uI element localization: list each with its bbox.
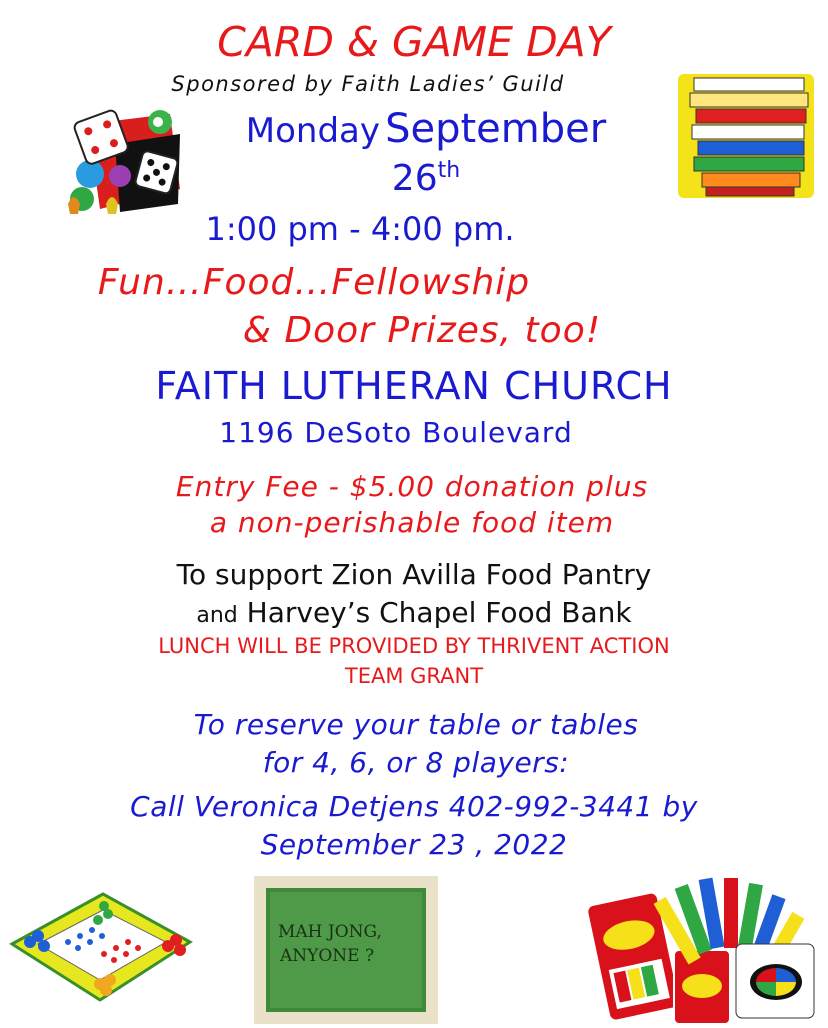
- contact-line-1: Call Veronica Detjens 402-992-3441 by: [130, 790, 698, 823]
- game-boxes-clipart: [676, 70, 816, 200]
- mahjong-text-2: ANYONE ?: [280, 946, 375, 966]
- tagline-prizes: & Door Prizes, too!: [242, 310, 602, 351]
- support-and: and: [196, 603, 238, 628]
- entry-fee-line-2: a non-perishable food item: [209, 506, 615, 539]
- sponsor-line: Sponsored by Faith Ladies’ Guild: [171, 72, 565, 96]
- mahjong-board: [254, 876, 438, 1024]
- lunch-line-2: TEAM GRANT: [344, 664, 484, 688]
- dice-clipart: [60, 104, 185, 219]
- date-suffix: th: [437, 158, 461, 183]
- support-line-1: To support Zion Avilla Food Pantry: [176, 558, 652, 591]
- checkers-board-clipart: [8, 884, 194, 1004]
- venue-name: FAITH LUTHERAN CHURCH: [155, 364, 673, 408]
- contact-line-2: September 23 , 2022: [260, 828, 568, 861]
- tagline-fun: Fun…Food…Fellowship: [97, 262, 531, 303]
- date-day: Monday: [245, 111, 381, 151]
- entry-fee-line-1: Entry Fee - $5.00 donation plus: [175, 470, 649, 503]
- time-line: 1:00 pm - 4:00 pm.: [205, 210, 515, 248]
- support-food-bank: Harvey’s Chapel Food Bank: [237, 596, 632, 629]
- uno-cards-clipart: [586, 874, 822, 1024]
- lunch-line-1: LUNCH WILL BE PROVIDED BY THRIVENT ACTION: [158, 634, 670, 658]
- date-month: September: [385, 106, 607, 152]
- flyer-title: CARD & GAME DAY: [217, 18, 611, 66]
- support-line-2: [0, 596, 828, 629]
- date-num: 26: [391, 158, 438, 199]
- mahjong-text-1: MAH JONG,: [278, 922, 382, 942]
- reserve-line-2: for 4, 6, or 8 players:: [262, 746, 570, 779]
- venue-address: 1196 DeSoto Boulevard: [219, 416, 573, 449]
- reserve-line-1: To reserve your table or tables: [193, 708, 639, 741]
